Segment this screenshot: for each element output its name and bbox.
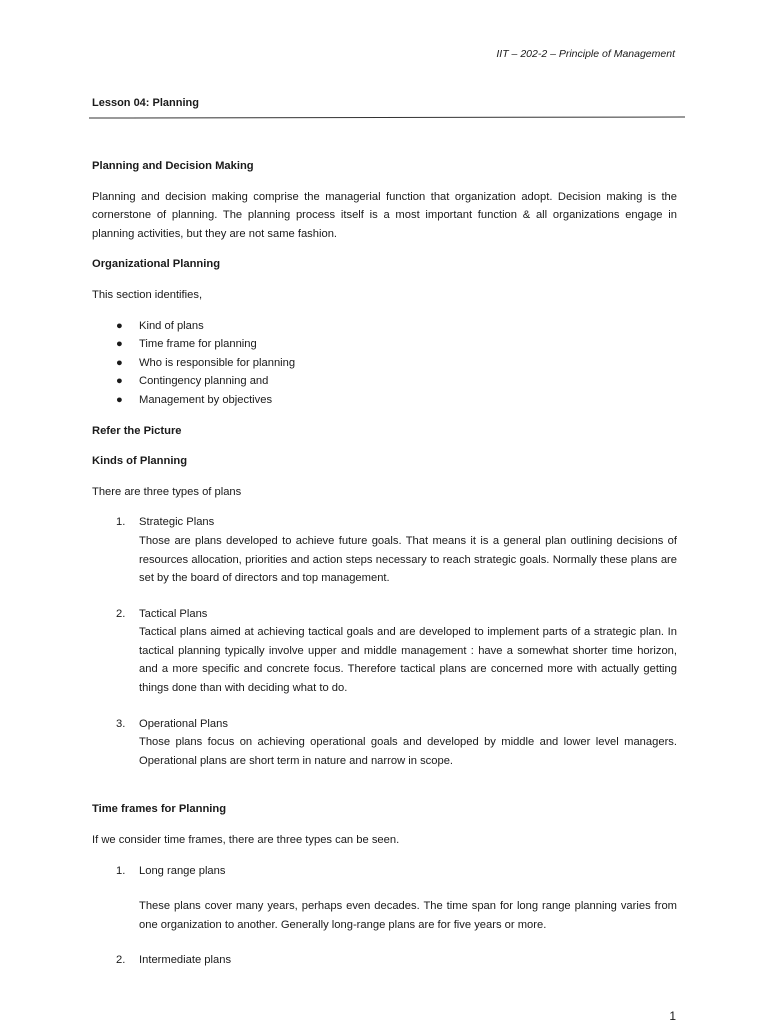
bullet-icon: ● [116, 375, 123, 388]
list-item: ● Management by objectives [92, 391, 677, 410]
bullet-icon: ● [116, 393, 123, 406]
timeframes-list [92, 862, 677, 970]
item-body: Those plans focus on achieving operational goals and developed by middle and lower level managers. Operational plans are short term in nature and narrow in scope. [139, 736, 677, 767]
lesson-title: Lesson 04: Planning [92, 97, 199, 109]
course-header: IIT – 202-2 – Principle of Management [496, 48, 675, 60]
item-title: Tactical Plans [139, 607, 208, 620]
kinds-intro: There are three types of plans [92, 485, 242, 498]
heading-refer-picture: Refer the Picture [92, 424, 182, 437]
timeframes-intro: If we consider time frames, there are three types can be seen. [92, 834, 400, 847]
list-item: ● Kind of plans [92, 317, 677, 336]
list-item [92, 862, 677, 935]
org-planning-intro: This section identifies, [92, 288, 203, 301]
item-title: Operational Plans [139, 717, 228, 730]
item-number: 2. [116, 954, 126, 967]
kinds-list [92, 513, 677, 770]
item-body: Those are plans developed to achieve future goals. That means it is a general plan outlining decisions of resources allocation, priorities and action steps necessary to reach strategic goals. Normally these plans are set by the board of directors and top management. [139, 534, 677, 585]
page-number: 1 [669, 1009, 676, 1023]
heading-time-frames: Time frames for Planning [92, 803, 227, 816]
item-title: Long range plans [139, 864, 226, 877]
item-number: 2. [116, 607, 126, 620]
bullet-icon: ● [116, 356, 123, 369]
item-number: 1. [116, 864, 126, 877]
item-body: Tactical plans aimed at achieving tactical goals and are developed to implement parts of a strategic plan. In tactical planning typically involve upper and middle management : have a somewhat shorter time horizon, and a more specific and concrete focus. Therefore tactical plans are concerned more with actually getting things done than with deciding what to do. [139, 626, 677, 695]
item-title: Strategic Plans [139, 516, 215, 529]
heading-kinds-of-planning: Kinds of Planning [92, 455, 188, 468]
bullet-icon: ● [116, 319, 123, 332]
bullet-icon: ● [116, 338, 123, 351]
list-item: ● Time frame for planning [92, 335, 677, 354]
heading-planning-decision: Planning and Decision Making [92, 160, 254, 172]
list-item: ● Who is responsible for planning [92, 354, 677, 373]
heading-org-planning: Organizational Planning [92, 258, 221, 271]
document-body [92, 157, 677, 987]
item-title: Intermediate plans [139, 954, 232, 967]
paragraph-planning-decision: Planning and decision making comprise the managerial function that organization adopt. Decision making is the cornerstone of planning. The planning process itself is a most important function & all organizations engage in planning activities, but they are not same fashion. [92, 190, 677, 240]
item-body: These plans cover many years, perhaps even decades. The time span for long range planning varies from one organization to another. Generally long-range plans are for five years or more. [139, 900, 677, 931]
list-item: ● Contingency planning and [92, 372, 677, 391]
list-item [92, 605, 677, 698]
list-item [92, 951, 677, 970]
org-planning-bullets [92, 317, 677, 410]
header-divider [89, 116, 685, 118]
list-item [92, 513, 677, 587]
item-number: 1. [116, 516, 126, 529]
item-number: 3. [116, 717, 126, 730]
list-item [92, 715, 677, 771]
